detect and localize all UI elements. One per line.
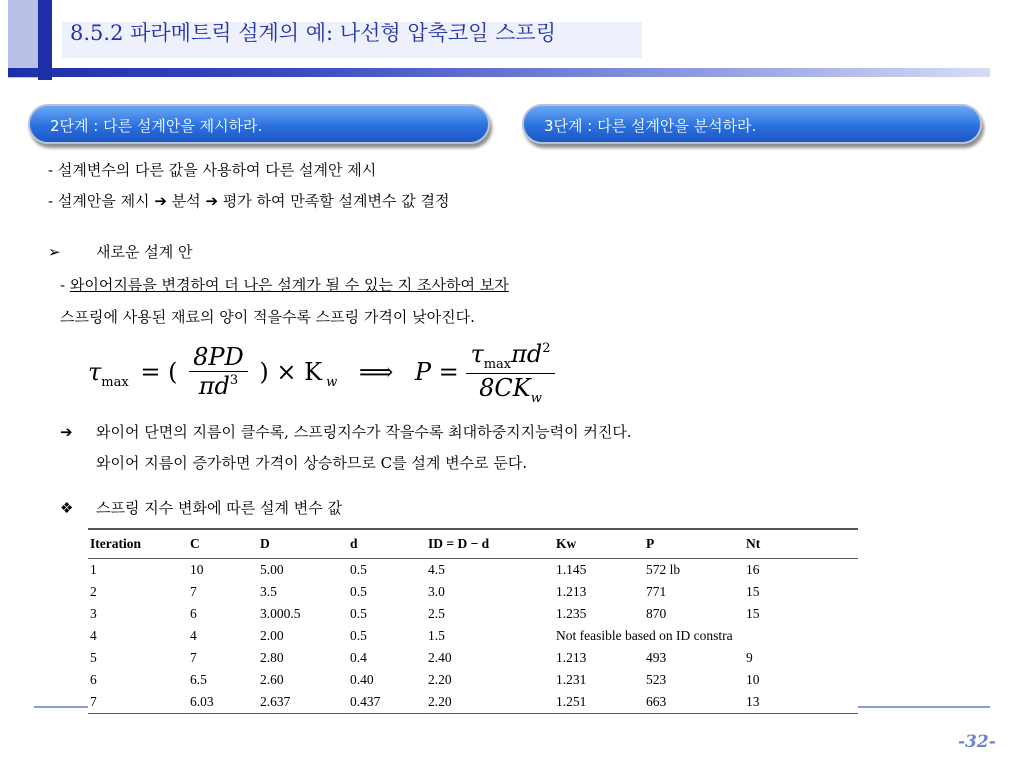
stress-formula xyxy=(88,340,555,407)
table-cell: 9 xyxy=(746,650,753,665)
table-cell: 0.5 xyxy=(350,584,367,599)
table-cell: 771 xyxy=(646,584,667,599)
table-cell: 0.5 xyxy=(350,562,367,577)
denominator: $\pi d^3$ xyxy=(198,371,239,400)
table-header-cell: d xyxy=(348,529,426,559)
table-cell: 2.637 xyxy=(258,691,348,714)
table-header-cell: Nt xyxy=(744,529,858,559)
bullet-arrow-icon: ➢ xyxy=(48,243,61,261)
table-cell: 0.4 xyxy=(350,650,367,665)
diamond-bullet-icon: ❖ xyxy=(60,499,74,517)
table-cell: 7 xyxy=(190,650,197,665)
result-line-2: 와이어 지름이 증가하면 가격이 상승하므로 C를 설계 변수로 둔다. xyxy=(96,454,528,472)
numerator: $\tau_{max}\pi d^2$ xyxy=(466,340,554,374)
table-cell: 2.20 xyxy=(426,691,554,714)
table-cell: 1.213 xyxy=(556,584,587,599)
table-cell: 1.231 xyxy=(556,672,587,687)
table-cell: 2.40 xyxy=(428,650,452,665)
numerator: 8PD xyxy=(189,343,248,372)
text-segment: 평가 하여 만족할 설계변수 값 결정 xyxy=(218,192,450,210)
footer-rule-left xyxy=(34,706,88,708)
tau-symbol: τ xyxy=(88,358,102,386)
fraction-2 xyxy=(466,340,554,407)
table-row xyxy=(88,669,858,691)
w-subscript: w xyxy=(326,375,338,390)
header-rule xyxy=(8,68,990,77)
table-cell: 4.5 xyxy=(428,562,445,577)
step3-banner: 3단계 : 다른 설계안을 분석하라. xyxy=(522,104,982,144)
table-cell: 2.20 xyxy=(428,672,452,687)
new-design-heading: 새로운 설계 안 xyxy=(96,243,193,261)
table-cell: 3.000.5 xyxy=(260,606,301,621)
table-cell: 6.5 xyxy=(190,672,207,687)
underlined-line xyxy=(60,275,509,295)
text-segment: 분석 xyxy=(166,192,206,210)
table-cell: 1 xyxy=(90,562,97,577)
table-cell: 0.5 xyxy=(350,606,367,621)
table-cell: 2.80 xyxy=(260,650,284,665)
table-cell: 2.60 xyxy=(260,672,284,687)
text-line-2 xyxy=(48,191,450,211)
implies-symbol: ⟹ xyxy=(358,358,394,386)
table-heading: 스프링 지수 변화에 따른 설계 변수 값 xyxy=(96,499,342,517)
table-header-cell: P xyxy=(644,529,744,559)
footer-rule-right xyxy=(858,706,990,708)
header-bar xyxy=(38,0,52,80)
table-row xyxy=(88,559,858,582)
table-cell: 15 xyxy=(746,584,760,599)
table-header-cell: C xyxy=(188,529,258,559)
table-cell: 3.5 xyxy=(260,584,277,599)
table-cell: 4 xyxy=(90,628,97,643)
table-cell: 493 xyxy=(646,650,667,665)
page-title: 8.5.2 파라메트릭 설계의 예: 나선형 압축코일 스프링 xyxy=(70,21,556,45)
table-cell: 1.145 xyxy=(556,562,587,577)
table-cell: 2 xyxy=(90,584,97,599)
underlined-text: 와이어지름을 변경하여 더 나은 설계가 될 수 있는 지 조사하여 보자 xyxy=(69,276,509,294)
table-body xyxy=(88,559,858,714)
table-header-cell: D xyxy=(258,529,348,559)
table-row xyxy=(88,581,858,603)
max-subscript: max xyxy=(101,375,129,390)
table-cell: 1.235 xyxy=(556,606,587,621)
table-header-cell: ID = D − d xyxy=(426,529,554,559)
table-row xyxy=(88,625,858,647)
table-row xyxy=(88,647,858,669)
table-header-cell: Iteration xyxy=(88,529,188,559)
table-cell: 10 xyxy=(190,562,204,577)
table-cell: 663 xyxy=(644,691,744,714)
table-cell: 0.437 xyxy=(348,691,426,714)
table-cell: 3.0 xyxy=(428,584,445,599)
table-cell: 4 xyxy=(190,628,197,643)
table-cell: 0.5 xyxy=(350,628,367,643)
table-cell: Not feasible based on ID constra xyxy=(556,628,733,643)
table-cell: 15 xyxy=(746,606,760,621)
fraction-1 xyxy=(189,343,248,405)
table-cell: 1.251 xyxy=(554,691,644,714)
table-cell: 16 xyxy=(746,562,760,577)
p-symbol: P = xyxy=(414,358,459,386)
table-cell: 5 xyxy=(90,650,97,665)
dash: - xyxy=(60,276,70,294)
arrow-icon: ➔ xyxy=(60,423,73,441)
arrow-icon: ➔ xyxy=(205,192,219,210)
table-cell: 1.213 xyxy=(556,650,587,665)
table-cell: 870 xyxy=(646,606,667,621)
table-header-row xyxy=(88,529,858,559)
text-segment: - 설계안을 제시 xyxy=(48,192,155,210)
table-cell: 1.5 xyxy=(428,628,445,643)
table-cell: 6 xyxy=(190,606,197,621)
table-cell: 3 xyxy=(90,606,97,621)
table-cell: 6 xyxy=(90,672,97,687)
table-cell: 2.5 xyxy=(428,606,445,621)
table-cell: 523 xyxy=(646,672,667,687)
arrow-icon: ➔ xyxy=(154,192,167,210)
table-cell: 2.00 xyxy=(260,628,284,643)
denominator: $8CK_w$ xyxy=(479,374,542,406)
result-line-1: 와이어 단면의 지름이 클수록, 스프링지수가 작을수록 최대하중지지능력이 커진다. xyxy=(96,423,632,441)
table-row xyxy=(88,603,858,625)
table-cell: 7 xyxy=(88,691,188,714)
step2-banner: 2단계 : 다른 설계안을 제시하라. xyxy=(28,104,490,144)
spring-cost-line: 스프링에 사용된 재료의 양이 적을수록 스프링 가격이 낮아진다. xyxy=(60,308,475,326)
page-number: -32- xyxy=(958,732,996,752)
table-row xyxy=(88,691,858,714)
header-block xyxy=(8,0,38,78)
table-cell: 7 xyxy=(190,584,197,599)
table-cell: 572 lb xyxy=(646,562,681,577)
formula-operator: ) × K xyxy=(259,358,323,386)
formula-operator: = ( xyxy=(140,358,178,386)
text-line-1: - 설계변수의 다른 값을 사용하여 다른 설계안 제시 xyxy=(48,161,377,179)
table-cell: 10 xyxy=(746,672,760,687)
table-cell: 5.00 xyxy=(260,562,284,577)
table-cell: 0.40 xyxy=(350,672,374,687)
table-header-cell: Kw xyxy=(554,529,644,559)
design-iteration-table xyxy=(88,528,858,718)
table-cell: 6.03 xyxy=(188,691,258,714)
table-cell: 13 xyxy=(744,691,858,714)
